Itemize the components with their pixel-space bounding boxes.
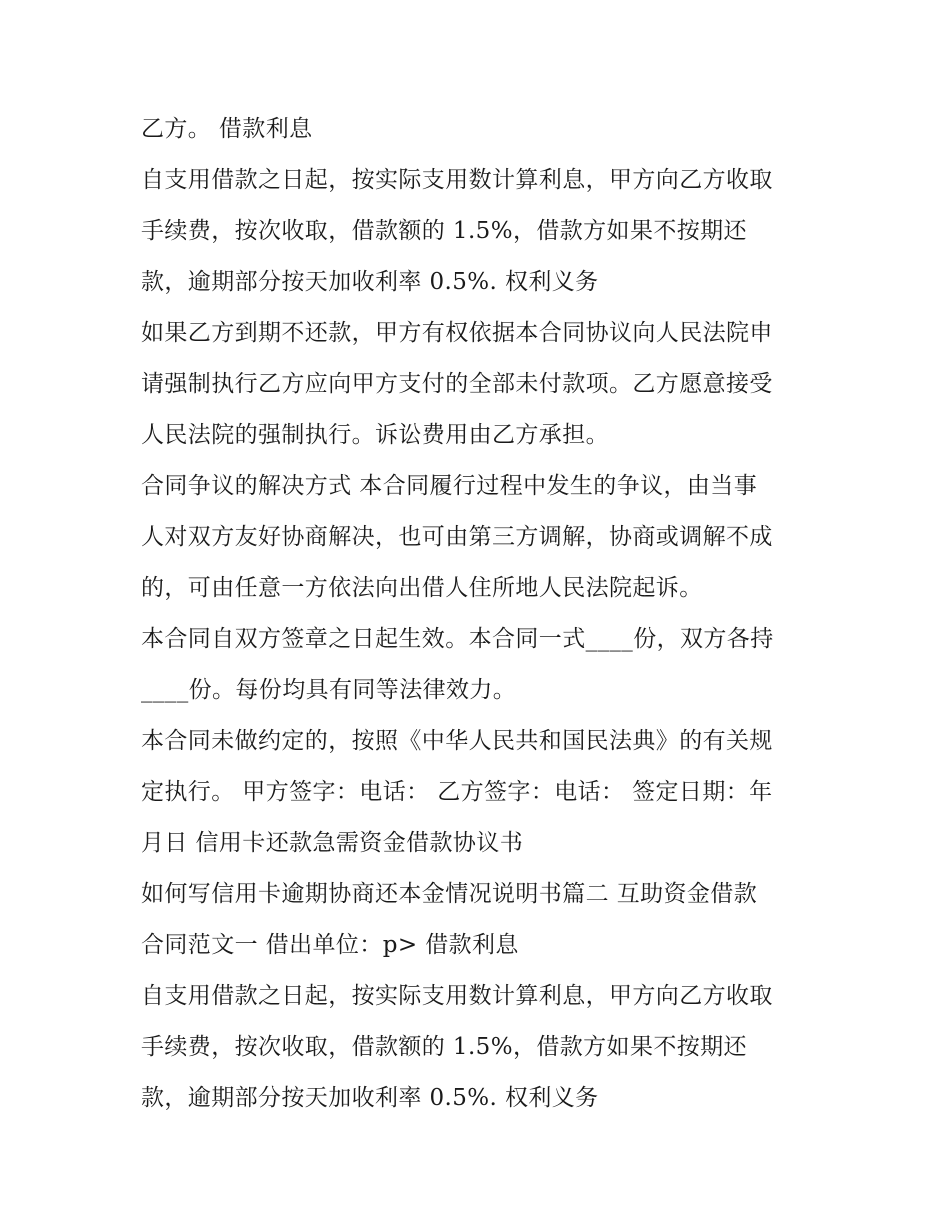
paragraph-interest-heading (141, 104, 821, 155)
text-line: 本合同自双方签章之日起生效。本合同一式____份，双方各持 (141, 626, 774, 652)
text-line: 合同争议的解决方式 本合同履行过程中发生的争议，由当事 (141, 473, 758, 499)
text-line: 的，可由任意一方依法向出借人住所地人民法院起诉。 (141, 575, 703, 601)
text-line: 款，逾期部分按天加收利率 0.5%. 权利义务 (141, 1085, 599, 1111)
text-line: 如何写信用卡逾期协商还本金情况说明书篇二 互助资金借款 (141, 881, 758, 907)
paragraph-interest-terms (141, 155, 821, 308)
paragraph-effectiveness (141, 614, 821, 716)
text-line: 乙方。 借款利息 (141, 116, 313, 142)
paragraph-section-two-heading (141, 869, 821, 971)
text-line: 自支用借款之日起，按实际支用数计算利息，甲方向乙方收取 (141, 983, 773, 1009)
text-line: 手续费，按次收取，借款额的 1.5%，借款方如果不按期还 (141, 1034, 747, 1060)
text-line: ____份。每份均具有同等法律效力。 (141, 677, 517, 703)
paragraph-interest-terms-repeat (141, 971, 821, 1124)
text-line: 定执行。 甲方签字：电话： 乙方签字：电话： 签定日期：年 (141, 779, 773, 805)
text-line: 合同范文一 借出单位：p> 借款利息 (141, 932, 519, 958)
text-line: 本合同未做约定的，按照《中华人民共和国民法典》的有关规 (141, 728, 773, 754)
paragraph-dispute-resolution (141, 461, 821, 614)
text-line: 自支用借款之日起，按实际支用数计算利息，甲方向乙方收取 (141, 167, 773, 193)
paragraph-signatures (141, 716, 821, 869)
text-line: 请强制执行乙方应向甲方支付的全部未付款项。乙方愿意接受 (141, 371, 773, 397)
text-line: 款，逾期部分按天加收利率 0.5%. 权利义务 (141, 269, 599, 295)
text-line: 人民法院的强制执行。诉讼费用由乙方承担。 (141, 422, 609, 448)
text-line: 人对双方友好协商解决，也可由第三方调解，协商或调解不成 (141, 524, 773, 550)
text-line: 月日 信用卡还款急需资金借款协议书 (141, 830, 524, 856)
document-body (141, 104, 821, 1124)
paragraph-enforcement (141, 308, 821, 461)
text-line: 如果乙方到期不还款，甲方有权依据本合同协议向人民法院申 (141, 320, 773, 346)
text-line: 手续费，按次收取，借款额的 1.5%，借款方如果不按期还 (141, 218, 747, 244)
